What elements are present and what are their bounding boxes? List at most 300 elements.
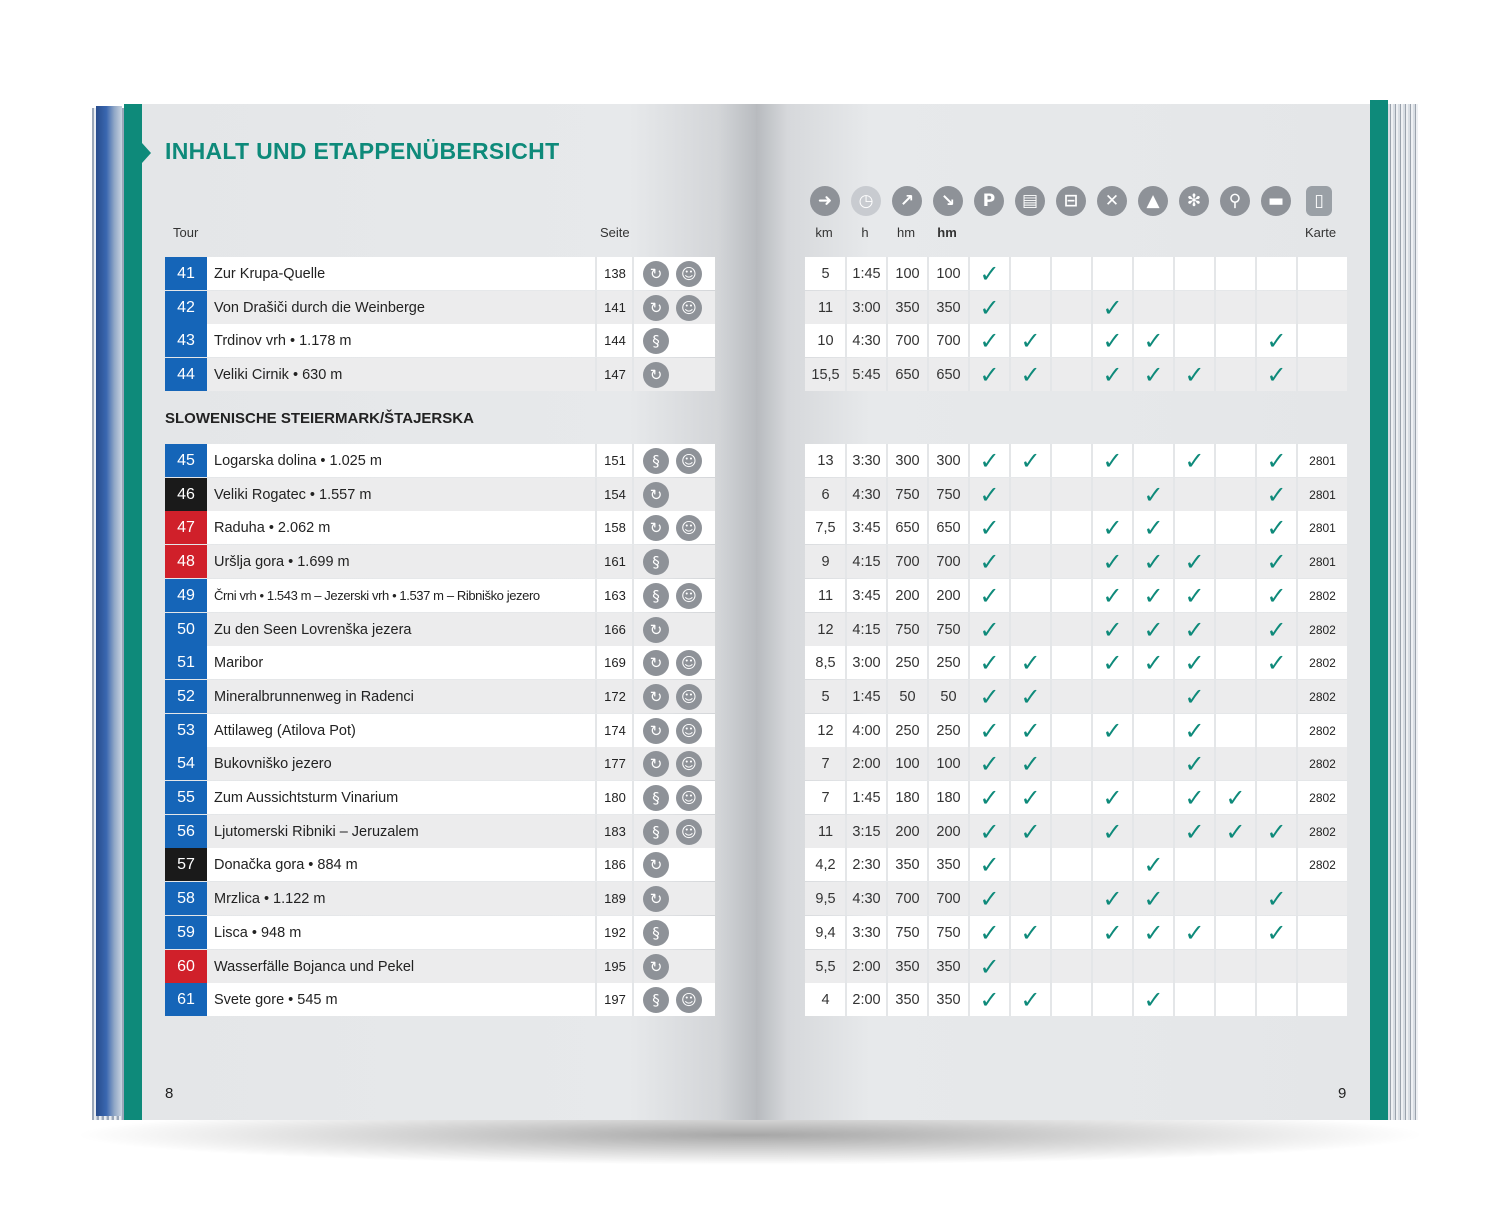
tour-number: 52 [165, 680, 207, 713]
tour-number: 41 [165, 257, 207, 290]
restaurant-check-icon: ✓ [1102, 817, 1123, 846]
page-ref: 138 [604, 266, 626, 281]
ascent-value: 650 [895, 519, 920, 536]
path-route-icon: § [643, 987, 669, 1013]
cell-divider [927, 882, 929, 915]
legend-icons [806, 186, 1346, 220]
cell-divider [1255, 983, 1257, 1016]
table-row[interactable] [165, 950, 715, 983]
hm-up-header: hm [896, 225, 916, 240]
section-title: SLOWENISCHE STEIERMARK/ŠTAJERSKA [165, 410, 474, 427]
winter-check-icon: ✓ [1184, 716, 1205, 745]
cell-divider [845, 545, 847, 578]
cell-divider [1050, 950, 1052, 983]
descent-value: 350 [936, 991, 961, 1008]
tour-number: 43 [165, 324, 207, 357]
page-ref: 189 [604, 891, 626, 906]
ascent-value: 300 [895, 452, 920, 469]
hut-check-icon: ✓ [1143, 547, 1164, 576]
tour-number: 61 [165, 983, 207, 1016]
cell-divider [845, 478, 847, 511]
tour-name: Veliki Rogatec • 1.557 m [214, 486, 372, 503]
kids-bear-icon: ☺ [676, 684, 702, 710]
page-ref: 147 [604, 367, 626, 382]
bed-check-icon: ✓ [1266, 817, 1287, 846]
km-value: 9,5 [815, 890, 836, 907]
green-margin-bar-left [124, 104, 142, 1120]
parking-check-icon: ✓ [979, 985, 1000, 1014]
kids-bear-icon: ☺ [676, 987, 702, 1013]
parking-check-icon: ✓ [979, 749, 1000, 778]
cell-divider [1050, 613, 1052, 646]
tour-number: 49 [165, 579, 207, 612]
cell-divider [886, 815, 888, 848]
bus-check-icon: ✓ [1020, 682, 1041, 711]
descent-value: 250 [936, 654, 961, 671]
time-value: 4:30 [852, 890, 881, 907]
bed-check-icon: ✓ [1266, 326, 1287, 355]
cell-divider [927, 613, 929, 646]
tour-number: 57 [165, 848, 207, 881]
time-value: 2:00 [852, 991, 881, 1008]
cell-divider [1173, 950, 1175, 983]
cell-divider [1173, 291, 1175, 324]
cell-divider [927, 545, 929, 578]
kids-bear-icon: ☺ [676, 261, 702, 287]
signpost-icon: ➜ [810, 186, 840, 216]
bus-check-icon: ✓ [1020, 749, 1041, 778]
bus-check-icon: ✓ [1020, 817, 1041, 846]
cell-divider [1091, 848, 1093, 881]
parking-check-icon: ✓ [979, 326, 1000, 355]
time-value: 2:00 [852, 958, 881, 975]
cell-divider [886, 613, 888, 646]
tour-name: Mrzlica • 1.122 m [214, 890, 326, 907]
time-value: 1:45 [852, 789, 881, 806]
cover-edge [96, 106, 122, 1116]
loop-route-icon: ↻ [643, 617, 669, 643]
table-row-stats [805, 882, 1347, 915]
tour-name: Zur Krupa-Quelle [214, 265, 326, 282]
cell-divider [845, 358, 847, 391]
tour-number: 51 [165, 646, 207, 679]
loop-route-icon: ↻ [643, 650, 669, 676]
tour-name: Raduha • 2.062 m [214, 519, 331, 536]
table-row-stats [805, 257, 1347, 290]
table-row[interactable] [165, 545, 715, 578]
tour-number: 44 [165, 358, 207, 391]
km-value: 4,2 [815, 856, 836, 873]
cell-divider [1255, 950, 1257, 983]
bus-check-icon: ✓ [1020, 326, 1041, 355]
descent-value: 200 [936, 823, 961, 840]
parking-check-icon: ✓ [979, 360, 1000, 389]
tour-name: Maribor [214, 654, 264, 671]
ascent-value: 750 [895, 486, 920, 503]
path-route-icon: § [643, 785, 669, 811]
cell-divider [845, 579, 847, 612]
ascent-value: 180 [895, 789, 920, 806]
map-icon: ▯ [1306, 186, 1332, 216]
loop-route-icon: ↻ [643, 482, 669, 508]
cell-divider [886, 511, 888, 544]
ascent-value: 650 [895, 366, 920, 383]
hut-check-icon: ✓ [1143, 615, 1164, 644]
tour-name: Donačka gora • 884 m [214, 856, 358, 873]
restaurant-check-icon: ✓ [1102, 884, 1123, 913]
ascent-value: 100 [895, 265, 920, 282]
path-route-icon: § [643, 328, 669, 354]
descent-value: 50 [940, 688, 957, 705]
descent-value: 700 [936, 332, 961, 349]
bus-check-icon: ✓ [1020, 783, 1041, 812]
cell-divider [845, 983, 847, 1016]
table-row[interactable] [165, 680, 715, 713]
winter-check-icon: ✓ [1184, 446, 1205, 475]
table-row-stats [805, 848, 1347, 881]
descent-value: 700 [936, 890, 961, 907]
km-value: 5 [821, 265, 830, 282]
parking-check-icon: ✓ [979, 648, 1000, 677]
map-number [1298, 291, 1347, 324]
tour-number: 53 [165, 714, 207, 747]
table-row-stats [805, 714, 1347, 747]
table-row[interactable] [165, 613, 715, 646]
table-row[interactable] [165, 781, 715, 814]
table-row[interactable] [165, 882, 715, 915]
ascent-value: 250 [895, 722, 920, 739]
page-ref: 151 [604, 453, 626, 468]
parking-check-icon: ✓ [979, 615, 1000, 644]
table-row-stats [805, 511, 1347, 544]
page-ref: 141 [604, 300, 626, 315]
restaurant-check-icon: ✓ [1102, 360, 1123, 389]
page-number-right: 9 [1338, 1085, 1347, 1102]
tour-number: 47 [165, 511, 207, 544]
winter-check-icon: ✓ [1184, 682, 1205, 711]
cell-divider [886, 916, 888, 949]
kids-bear-icon: ☺ [676, 650, 702, 676]
km-value: 7 [821, 789, 830, 806]
page-ref: 166 [604, 622, 626, 637]
tour-number: 46 [165, 478, 207, 511]
cell-divider [886, 444, 888, 477]
path-route-icon: § [643, 583, 669, 609]
parking-check-icon: ✓ [979, 850, 1000, 879]
cell-divider [886, 478, 888, 511]
time-value: 3:45 [852, 587, 881, 604]
loop-route-icon: ↻ [643, 684, 669, 710]
cell-divider [927, 950, 929, 983]
cell-divider [927, 646, 929, 679]
restaurant-check-icon: ✓ [1102, 446, 1123, 475]
page-ref: 144 [604, 333, 626, 348]
path-route-icon: § [643, 819, 669, 845]
descent-value: 100 [936, 755, 961, 772]
cell-divider [845, 257, 847, 290]
parking-check-icon: ✓ [979, 259, 1000, 288]
table-row-stats [805, 916, 1347, 949]
restaurant-check-icon: ✓ [1102, 918, 1123, 947]
tour-header: Tour [173, 225, 199, 240]
tour-name: Veliki Cirnik • 630 m [214, 366, 343, 383]
table-row[interactable] [165, 478, 715, 511]
cell-divider [845, 613, 847, 646]
table-row[interactable] [165, 983, 715, 1016]
table-row-stats [805, 983, 1347, 1016]
parking-icon: P [974, 186, 1004, 216]
bed-check-icon: ✓ [1266, 513, 1287, 542]
tour-number: 48 [165, 545, 207, 578]
restaurant-icon: ✕ [1097, 186, 1127, 216]
h-header: h [861, 225, 869, 240]
restaurant-check-icon: ✓ [1102, 716, 1123, 745]
table-row[interactable] [165, 714, 715, 747]
descent-value: 300 [936, 452, 961, 469]
map-number [1298, 983, 1347, 1016]
km-value: 7,5 [815, 519, 836, 536]
descent-icon: ↘ [933, 186, 963, 216]
winter-check-icon: ✓ [1184, 547, 1205, 576]
cell-divider [927, 781, 929, 814]
tour-number: 45 [165, 444, 207, 477]
loop-route-icon: ↻ [643, 718, 669, 744]
map-number: 2801 [1309, 554, 1336, 569]
cell-divider [845, 646, 847, 679]
table-row-stats [805, 358, 1347, 391]
kids-bear-icon: ☺ [676, 448, 702, 474]
cell-divider [1050, 291, 1052, 324]
kids-bear-icon: ☺ [676, 515, 702, 541]
path-route-icon: § [643, 920, 669, 946]
cell-divider [845, 291, 847, 324]
winter-icon: ✻ [1179, 186, 1209, 216]
cell-divider [1255, 714, 1257, 747]
cell-divider [927, 478, 929, 511]
table-row[interactable] [165, 257, 715, 290]
ascent-value: 350 [895, 991, 920, 1008]
page-ref: 180 [604, 790, 626, 805]
cell-divider [927, 358, 929, 391]
bus-check-icon: ✓ [1020, 918, 1041, 947]
cell-divider [927, 511, 929, 544]
ascent-value: 350 [895, 299, 920, 316]
ascent-value: 100 [895, 755, 920, 772]
winter-check-icon: ✓ [1184, 749, 1205, 778]
loop-route-icon: ↻ [643, 295, 669, 321]
cell-divider [1214, 511, 1216, 544]
descent-value: 100 [936, 265, 961, 282]
path-route-icon: § [643, 549, 669, 575]
winter-check-icon: ✓ [1184, 817, 1205, 846]
cell-divider [886, 781, 888, 814]
table-row[interactable] [165, 815, 715, 848]
page-ref: 154 [604, 487, 626, 502]
cell-divider [845, 916, 847, 949]
cell-divider [1132, 747, 1134, 780]
hm-down-header: hm [937, 225, 957, 240]
cell-divider [1214, 882, 1216, 915]
map-number: 2801 [1309, 453, 1336, 468]
map-number [1298, 916, 1347, 949]
table-row[interactable] [165, 747, 715, 780]
table-row[interactable] [165, 916, 715, 949]
cell-divider [886, 950, 888, 983]
cell-divider [1214, 983, 1216, 1016]
map-number [1298, 358, 1347, 391]
map-number: 2802 [1309, 689, 1336, 704]
hut-check-icon: ✓ [1143, 648, 1164, 677]
loop-route-icon: ↻ [643, 852, 669, 878]
cable-car-icon: ⊟ [1056, 186, 1086, 216]
cell-divider [886, 983, 888, 1016]
tour-number: 59 [165, 916, 207, 949]
winter-check-icon: ✓ [1184, 783, 1205, 812]
restaurant-check-icon: ✓ [1102, 581, 1123, 610]
km-value: 9,4 [815, 924, 836, 941]
cell-divider [845, 680, 847, 713]
table-row-stats [805, 781, 1347, 814]
cell-divider [1132, 950, 1134, 983]
descent-value: 650 [936, 519, 961, 536]
km-value: 8,5 [815, 654, 836, 671]
page-ref: 177 [604, 756, 626, 771]
tour-name: Logarska dolina • 1.025 m [214, 452, 382, 469]
table-row[interactable] [165, 848, 715, 881]
hut-icon: ▲ [1138, 186, 1168, 216]
tour-name: Bukovniško jezero [214, 755, 332, 772]
cell-divider [1091, 257, 1093, 290]
hut-check-icon: ✓ [1143, 884, 1164, 913]
kids-bear-icon: ☺ [676, 295, 702, 321]
cell-divider [845, 511, 847, 544]
cell-divider [886, 579, 888, 612]
descent-value: 650 [936, 366, 961, 383]
time-value: 3:15 [852, 823, 881, 840]
table-row-stats [805, 613, 1347, 646]
bed-check-icon: ✓ [1266, 615, 1287, 644]
table-row-stats [805, 324, 1347, 357]
green-margin-bar-right [1370, 100, 1388, 1120]
km-value: 9 [821, 553, 830, 570]
table-row[interactable] [165, 324, 715, 357]
cell-divider [886, 358, 888, 391]
table-row-stats [805, 478, 1347, 511]
cell-divider [886, 714, 888, 747]
cell-divider [886, 882, 888, 915]
map-number: 2802 [1309, 588, 1336, 603]
bed-check-icon: ✓ [1266, 648, 1287, 677]
table-row[interactable] [165, 291, 715, 324]
hut-check-icon: ✓ [1143, 480, 1164, 509]
descent-value: 750 [936, 924, 961, 941]
table-row-stats [805, 444, 1347, 477]
kids-bear-icon: ☺ [676, 718, 702, 744]
cell-divider [1255, 257, 1257, 290]
table-row-stats [805, 291, 1347, 324]
cell-divider [845, 324, 847, 357]
cell-divider [1214, 478, 1216, 511]
cell-divider [927, 444, 929, 477]
cell-divider [886, 747, 888, 780]
page-ref: 172 [604, 689, 626, 704]
time-value: 3:00 [852, 654, 881, 671]
hut-check-icon: ✓ [1143, 513, 1164, 542]
table-row[interactable] [165, 511, 715, 544]
bed-check-icon: ✓ [1266, 918, 1287, 947]
tour-number: 54 [165, 747, 207, 780]
tour-number: 55 [165, 781, 207, 814]
descent-value: 750 [936, 621, 961, 638]
loop-route-icon: ↻ [643, 751, 669, 777]
parking-check-icon: ✓ [979, 446, 1000, 475]
loop-route-icon: ↻ [643, 261, 669, 287]
cell-divider [1091, 983, 1093, 1016]
kids-bear-icon: ☺ [676, 751, 702, 777]
kids-bear-icon: ☺ [676, 583, 702, 609]
cell-divider [1091, 950, 1093, 983]
tour-number: 50 [165, 613, 207, 646]
cell-divider [927, 680, 929, 713]
km-value: 6 [821, 486, 830, 503]
table-row[interactable] [165, 646, 715, 679]
km-value: 5 [821, 688, 830, 705]
karte-header: Karte [1305, 225, 1337, 240]
ascent-value: 350 [895, 958, 920, 975]
cell-divider [845, 848, 847, 881]
bike-check-icon: ✓ [1225, 783, 1246, 812]
bed-check-icon: ✓ [1266, 547, 1287, 576]
table-row-stats [805, 646, 1347, 679]
seite-header: Seite [600, 225, 630, 240]
page-ref: 183 [604, 824, 626, 839]
parking-check-icon: ✓ [979, 884, 1000, 913]
cell-divider [886, 291, 888, 324]
cell-divider [1255, 680, 1257, 713]
map-number: 2802 [1309, 756, 1336, 771]
parking-check-icon: ✓ [979, 581, 1000, 610]
hut-check-icon: ✓ [1143, 581, 1164, 610]
time-value: 2:00 [852, 755, 881, 772]
tour-number: 60 [165, 950, 207, 983]
table-row-stats [805, 545, 1347, 578]
restaurant-check-icon: ✓ [1102, 547, 1123, 576]
tour-name: Zum Aussichtsturm Vinarium [214, 789, 399, 806]
km-value: 12 [817, 722, 834, 739]
ascent-value: 750 [895, 924, 920, 941]
tour-name: Attilaweg (Atilova Pot) [214, 722, 356, 739]
table-row[interactable] [165, 579, 715, 612]
table-row[interactable] [165, 358, 715, 391]
tour-name: Ljutomerski Ribniki – Jeruzalem [214, 823, 419, 840]
map-number: 2802 [1309, 790, 1336, 805]
time-value: 1:45 [852, 688, 881, 705]
restaurant-check-icon: ✓ [1102, 648, 1123, 677]
cell-divider [927, 291, 929, 324]
page-ref: 174 [604, 723, 626, 738]
table-row[interactable] [165, 444, 715, 477]
km-value: 13 [817, 452, 834, 469]
cell-divider [1132, 257, 1134, 290]
bus-icon: ▤ [1015, 186, 1045, 216]
cell-divider [1050, 545, 1052, 578]
hut-check-icon: ✓ [1143, 326, 1164, 355]
cell-divider [886, 848, 888, 881]
tour-number: 56 [165, 815, 207, 848]
parking-check-icon: ✓ [979, 293, 1000, 322]
hut-check-icon: ✓ [1143, 360, 1164, 389]
cell-divider [1255, 747, 1257, 780]
